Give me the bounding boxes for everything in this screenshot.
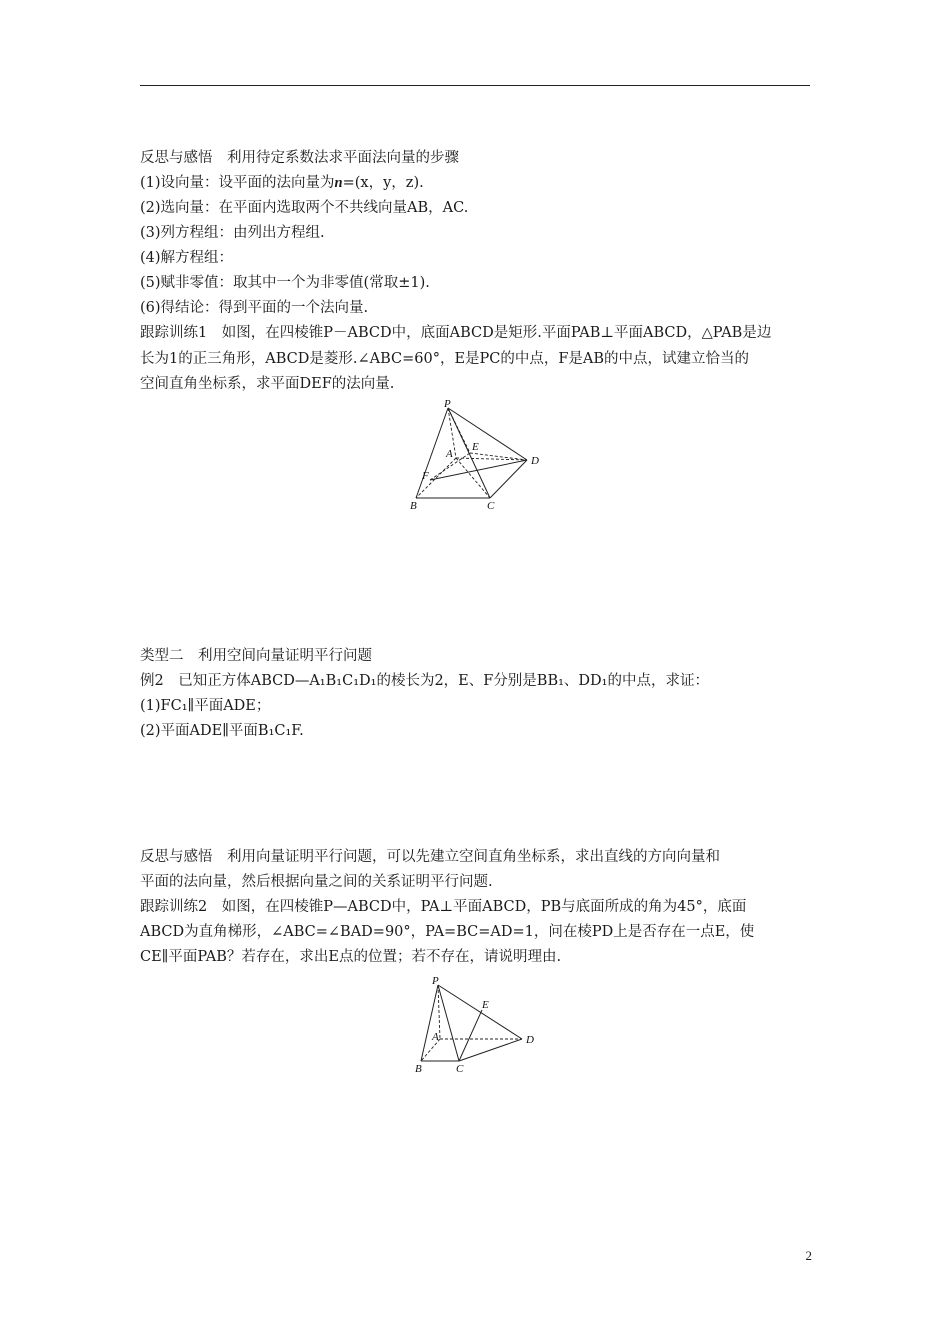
example-2: 例2 已知正方体ABCD—A₁B₁C₁D₁的棱长为2，E、F分别是BB₁、DD₁的中点，求证： [140, 673, 709, 689]
step-5: (5)赋非零值：取其中一个为非零值(常取±1). [140, 275, 430, 291]
label-D: D [531, 455, 539, 467]
step-6: (6)得结论：得到平面的一个法向量. [140, 300, 369, 316]
header-rule [140, 85, 810, 86]
practice2-line2: ABCD为直角梯形，∠ABC=∠BAD=90°，PA=BC=AD=1，问在棱PD上是否存在一点E，使 [140, 924, 755, 940]
type2-title: 类型二 利用空间向量证明平行问题 [140, 648, 372, 664]
step-1 [140, 173, 820, 193]
label-B: B [410, 500, 417, 512]
step-1-rest: =(x，y，z). [342, 175, 424, 191]
page-number: 2 [805, 1248, 812, 1263]
label-D: D [526, 1034, 534, 1046]
step-1-text: (1)设向量：设平面的法向量为 [140, 175, 335, 191]
reflection2-line2: 平面的法向量，然后根据向量之间的关系证明平行问题. [140, 874, 493, 890]
pyramid-figure-1 [400, 398, 550, 513]
step-3: (3)列方程组：由列出方程组. [140, 225, 325, 241]
label-E: E [472, 441, 479, 453]
practice2-line1: 跟踪训练2 如图，在四棱锥P—ABCD中，PA⊥平面ABCD，PB与底面所成的角为45°，底面 [140, 899, 747, 915]
label-E: E [482, 999, 489, 1011]
reflection-title: 反思与感悟 利用待定系数法求平面法向量的步骤 [140, 150, 459, 166]
label-A: A [432, 1031, 439, 1043]
label-C: C [456, 1063, 464, 1075]
label-P: P [432, 975, 439, 987]
normal-vector-n: n [334, 175, 343, 191]
step-2: (2)选向量：在平面内选取两个不共线向量AB，AC. [140, 200, 469, 216]
reflection2-line1: 反思与感悟 利用向量证明平行问题，可以先建立空间直角坐标系，求出直线的方向向量和 [140, 849, 720, 865]
practice1-line1: 跟踪训练1 如图，在四棱锥P－ABCD中，底面ABCD是矩形.平面PAB⊥平面ABCD，△PAB是边 [140, 325, 772, 341]
example-2-q2: (2)平面ADE∥平面B₁C₁F. [140, 723, 304, 739]
pyramid-figure-2 [405, 973, 545, 1078]
label-B: B [415, 1063, 422, 1075]
label-A: A [446, 448, 453, 460]
label-C: C [487, 500, 495, 512]
step-4: (4)解方程组： [140, 250, 234, 266]
practice2-line3: CE∥平面PAB？若存在，求出E点的位置；若不存在，请说明理由. [140, 949, 562, 965]
label-F: F [422, 470, 429, 482]
example-2-q1: (1)FC₁∥平面ADE； [140, 698, 271, 714]
label-P: P [444, 398, 451, 410]
practice1-line3: 空间直角坐标系，求平面DEF的法向量. [140, 376, 395, 392]
practice1-line2: 长为1的正三角形，ABCD是菱形.∠ABC=60°，E是PC的中点，F是AB的中点，试建立恰当的 [140, 351, 750, 367]
